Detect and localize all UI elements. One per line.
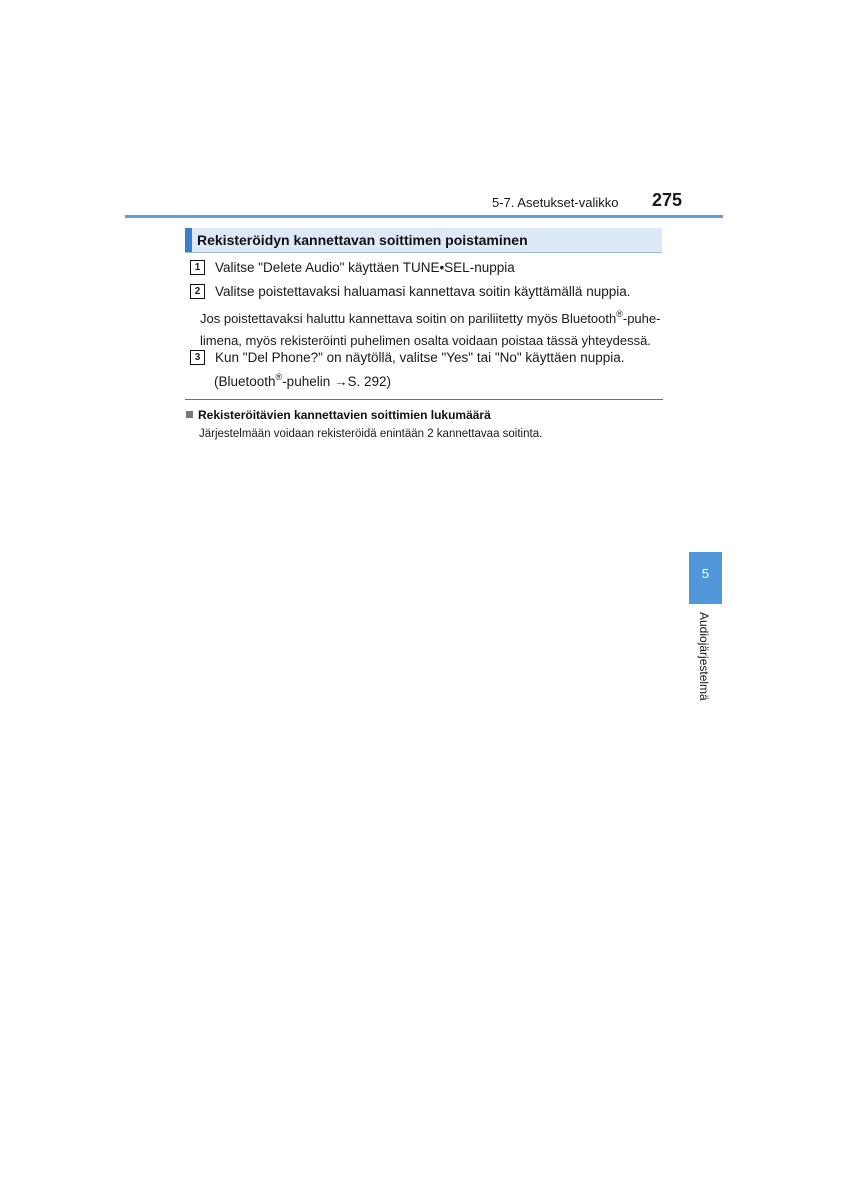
step-number-2: 2 <box>190 284 205 299</box>
section-title: Rekisteröidyn kannettavan soittimen poistaminen <box>197 232 528 248</box>
chapter-label: Audiojärjestelmä <box>697 612 711 701</box>
section-title-accent <box>185 228 192 252</box>
step-3 <box>190 348 625 368</box>
chapter-tab <box>689 552 722 604</box>
step-number-1: 1 <box>190 260 205 275</box>
chapter-number: 5 <box>701 566 710 581</box>
header-section-label: 5-7. Asetukset-valikko <box>492 195 619 210</box>
step3-ref-before: (Bluetooth <box>214 374 276 389</box>
step-3-reference <box>214 367 391 392</box>
note-line1-after: -puhe- <box>622 311 661 326</box>
body-rule <box>185 399 663 400</box>
step3-registered-mark: ® <box>275 372 283 382</box>
subsection-heading <box>186 408 491 422</box>
header-rule <box>125 215 723 218</box>
step-2 <box>190 282 630 302</box>
step-1 <box>190 258 515 278</box>
square-bullet-icon <box>186 411 193 418</box>
step3-ref-after: -puhelin →S. 292) <box>282 374 391 389</box>
step-note <box>200 303 662 352</box>
subsection-text: Järjestelmään voidaan rekisteröidä enintään 2 kannettavaa soitinta. <box>199 428 543 440</box>
step-number-3: 3 <box>190 350 205 365</box>
step-text-1: Valitse "Delete Audio" käyttäen TUNE•SEL-nuppia <box>215 260 515 275</box>
page-number: 275 <box>652 190 683 210</box>
note-line1-before: Jos poistettavaksi haluttu kannettava soitin on pariliitetty myös Bluetooth <box>200 311 617 326</box>
note-line2: limena, myös rekisteröinti puhelimen osalta voidaan poistaa tässä yhteydessä. <box>200 333 651 348</box>
step-text-3: Kun "Del Phone?" on näytöllä, valitse "Yes" tai "No" käyttäen nuppia. <box>215 350 625 365</box>
section-title-box <box>185 228 662 253</box>
subsection-heading-text: Rekisteröitävien kannettavien soittimien lukumäärä <box>198 408 491 422</box>
note-registered-mark: ® <box>616 309 623 319</box>
step-text-2: Valitse poistettavaksi haluamasi kannettava soitin käyttämällä nuppia. <box>215 284 631 299</box>
chapter-label-wrap <box>690 612 720 712</box>
